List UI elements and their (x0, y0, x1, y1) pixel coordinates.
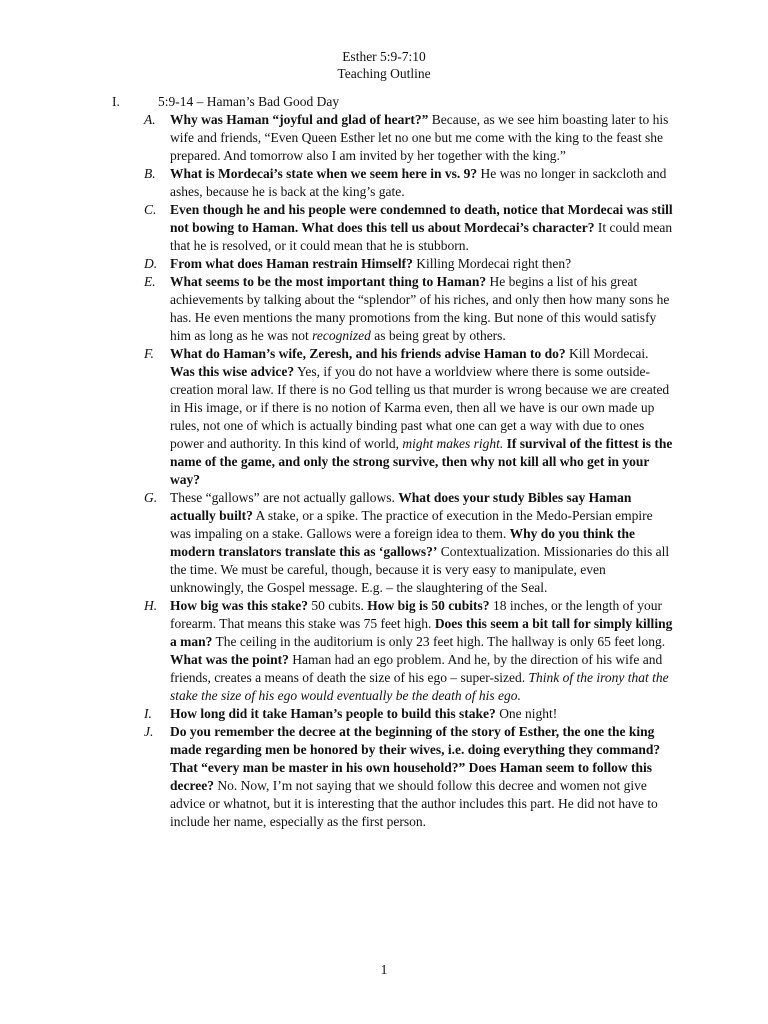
answer-text: Haman had an ego problem. And he, by the direction of his wife and friends, creates a means of death the size of his ego – super-sized. (170, 652, 663, 685)
outline-item-text (170, 273, 676, 345)
answer-text: He was no longer in sackcloth and ashes, because he is back at the king’s gate. (170, 166, 667, 199)
question-text: Was this wise advice? (170, 364, 295, 379)
answer-text: It could mean that he is resolved, or it could mean that he is stubborn. (170, 220, 673, 253)
outline-item-letter: A. (144, 112, 156, 127)
outline-item-text (170, 255, 676, 273)
question-text: Do you remember the decree at the beginning of the story of Esther, the one the king made regarding men be honored by their wives, i.e. doing everything they command? That “every man be master in his own household?” Does Haman seem to follow this decree? (170, 724, 661, 793)
outline-item-letter: B. (144, 166, 156, 181)
section-number: I. (112, 94, 120, 109)
answer-text: 18 inches, or the length of your forearm. That means this stake was 75 feet high. (170, 598, 663, 631)
outline-item-text (170, 111, 676, 165)
outline-item (0, 201, 676, 255)
question-text: What does your study Bibles say Haman actually built? (170, 490, 632, 523)
outline-item-text (170, 597, 676, 705)
answer-text: The ceiling in the auditorium is only 23 feet high. The hallway is only 65 feet long. (212, 634, 666, 649)
outline-item-letter: E. (144, 274, 156, 289)
outline-item (0, 111, 676, 165)
outline-item-letter: J. (144, 724, 154, 739)
answer-text: as being great by others. (370, 328, 506, 343)
emphasis-text: might makes right. (402, 436, 504, 451)
document-subtitle: Teaching Outline (337, 66, 431, 81)
outline-item (0, 255, 676, 273)
section-title: 5:9-14 – Haman’s Bad Good Day (158, 94, 340, 109)
question-text: Why do you think the modern translators translate this as ‘gallows?’ (170, 526, 635, 559)
question-text: Does this seem a bit tall for simply killing a man? (170, 616, 673, 649)
answer-text: Killing Mordecai right then? (412, 256, 572, 271)
document-title: Esther 5:9-7:10 (342, 49, 426, 64)
outline-item-letter: H. (144, 598, 158, 613)
question-text: How big was this stake? (170, 598, 309, 613)
question-text: Even though he and his people were condemned to death, notice that Mordecai was still not bowing to Haman. What does this tell us about Mordecai’s character? (170, 202, 673, 235)
answer-text: Kill Mordecai. (565, 346, 649, 361)
outline-item-list (0, 111, 768, 831)
outline-item (0, 723, 676, 831)
outline-item-text (170, 489, 676, 597)
outline-item-letter: F. (144, 346, 154, 361)
question-text: Why was Haman “joyful and glad of heart?” (170, 112, 429, 127)
answer-text: 50 cubits. (308, 598, 368, 613)
outline-item-text (170, 201, 676, 255)
answer-text: He begins a list of his great achievements by talking about the “splendor” of his riches, and only then how many sons he has. He even mentions the many promotions from the king. But none of this would satisfy him as long as he was not (170, 274, 670, 343)
outline-item (0, 489, 676, 597)
answer-text: Contextualization. Missionaries do this all the time. We must be careful, though, because it is very easy to manipulate, even unknowingly, the Gospel message. E.g. – the slaughtering of the Seal. (170, 544, 670, 595)
answer-text: Because, as we see him boasting later to his wife and friends, “Even Queen Esther let no one but me come with the king to the feast she prepared. And tomorrow also I am invited by her together with the king.” (170, 112, 669, 163)
outline-item-letter: G. (144, 490, 158, 505)
question-text: How big is 50 cubits? (367, 598, 490, 613)
question-text: What seems to be the most important thing to Haman? (170, 274, 487, 289)
emphasis-text: Think of the irony that the stake the size of his ego would eventually be the death of his ego. (170, 670, 669, 703)
question-text: What is Mordecai’s state when we seem here in vs. 9? (170, 166, 478, 181)
question-text: If survival of the fittest is the name of the game, and only the strong survive, then why not kill all who get in your way? (170, 436, 673, 487)
answer-text: Yes, if you do not have a worldview where there is some outside-creation moral law. If there is no God telling us that murder is wrong because we are created in His image, or if there is no notion of Karma even, then all we have is our own made up rules, not one of which is actually binding past what one can get a way with due to ones power and authority. In this kind of world, (170, 364, 670, 451)
outline-item-text (170, 705, 676, 723)
outline-item-text (170, 723, 676, 831)
emphasis-text: recognized (312, 328, 371, 343)
outline-item-letter: C. (144, 202, 157, 217)
outline-item (0, 705, 676, 723)
answer-text: No. Now, I’m not saying that we should follow this decree and women not give advice or whatnot, but it is interesting that the author includes this part. He did not have to include her name, especially as the first person. (170, 778, 658, 829)
question-text: What was the point? (170, 652, 289, 667)
answer-text: One night! (495, 706, 558, 721)
page-number: 1 (380, 962, 388, 977)
question-text: How long did it take Haman’s people to build this stake? (170, 706, 496, 721)
outline-item-text (170, 345, 676, 489)
question-text: From what does Haman restrain Himself? (170, 256, 413, 271)
outline-item-letter: I. (144, 706, 152, 721)
answer-text: A stake, or a spike. The practice of execution in the Medo-Persian empire was impaling on a stake. Gallows were a foreign idea to them. (170, 508, 653, 541)
outline-item (0, 165, 676, 201)
outline-item (0, 273, 676, 345)
answer-text: These “gallows” are not actually gallows. (170, 490, 399, 505)
outline-item-letter: D. (144, 256, 158, 271)
outline-item (0, 597, 676, 705)
outline-item-text (170, 165, 676, 201)
outline-item (0, 345, 676, 489)
question-text: What do Haman’s wife, Zeresh, and his friends advise Haman to do? (170, 346, 566, 361)
